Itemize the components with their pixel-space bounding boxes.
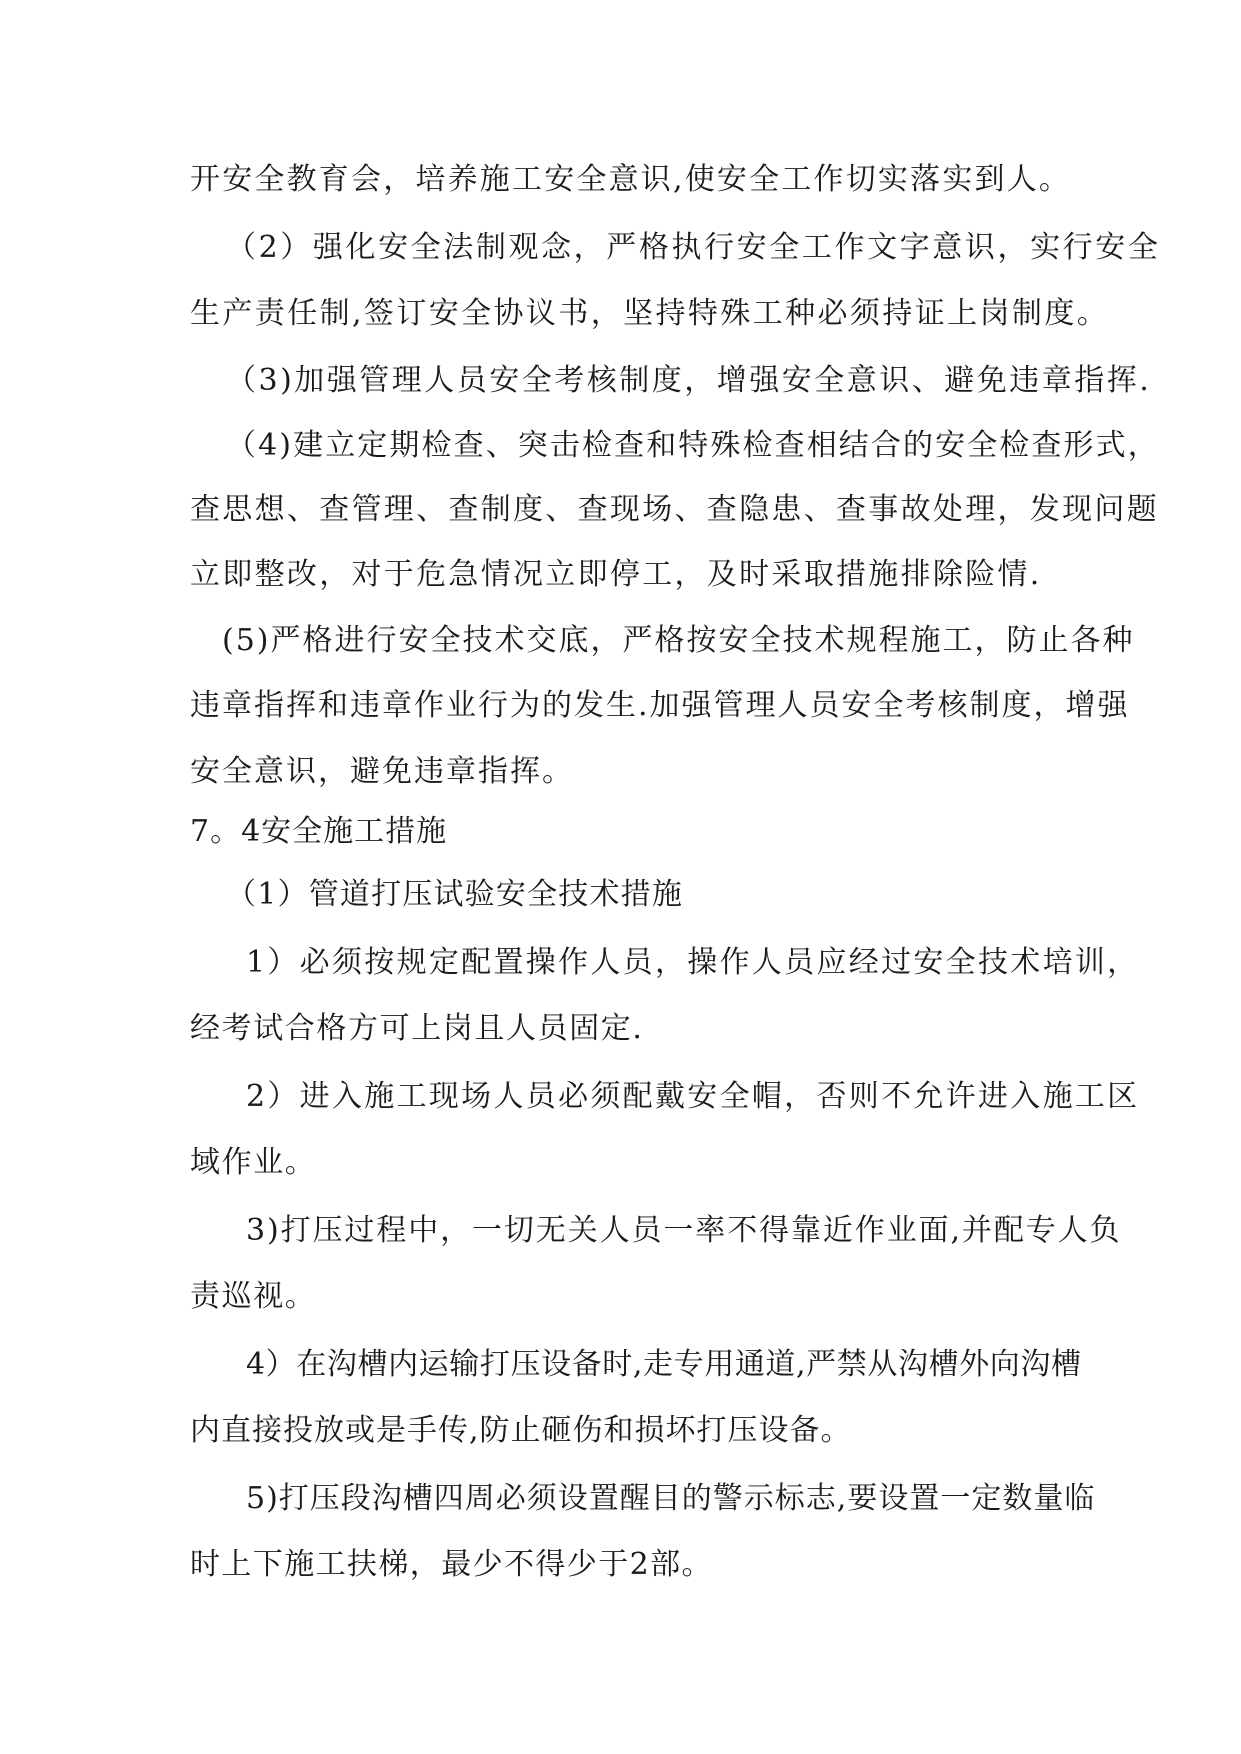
- paragraph-line: 2）进入施工现场人员必须配戴安全帽，否则不允许进入施工区: [246, 1079, 1140, 1114]
- paragraph-line: 立即整改，对于危急情况立即停工，及时采取措施排除险情.: [190, 557, 1042, 592]
- paragraph-line: 4）在沟槽内运输打压设备时,走专用通道,严禁从沟槽外向沟槽: [246, 1347, 1082, 1382]
- paragraph-line: 生产责任制,签订安全协议书，坚持特殊工种必须持证上岗制度。: [190, 296, 1110, 331]
- paragraph-line: （2）强化安全法制观念，严格执行安全工作文字意识，实行安全: [226, 230, 1161, 265]
- paragraph-line: 经考试合格方可上岗且人员固定.: [190, 1011, 644, 1046]
- paragraph-line: (5)严格进行安全技术交底，严格按安全技术规程施工，防止各种: [222, 623, 1135, 658]
- paragraph-line: 内直接投放或是手传,防止砸伤和损坏打压设备。: [190, 1413, 852, 1448]
- paragraph-line: 违章指挥和违章作业行为的发生.加强管理人员安全考核制度，增强: [190, 688, 1130, 723]
- section-heading: 7。4安全施工措施: [190, 814, 448, 849]
- paragraph-line: （4)建立定期检查、突击检查和特殊检查相结合的安全检查形式，: [226, 428, 1160, 463]
- paragraph-line: 3)打压过程中，一切无关人员一率不得靠近作业面,并配专人负: [246, 1213, 1122, 1248]
- paragraph-line: 开安全教育会，培养施工安全意识,使安全工作切实落实到人。: [190, 162, 1072, 197]
- paragraph-line: 查思想、查管理、查制度、查现场、查隐患、查事故处理，发现问题: [190, 492, 1159, 527]
- subsection-heading: （1）管道打压试验安全技术措施: [226, 877, 684, 912]
- paragraph-line: 责巡视。: [190, 1279, 317, 1314]
- paragraph-line: 时上下施工扶梯，最少不得少于2部。: [190, 1547, 713, 1582]
- paragraph-line: （3)加强管理人员安全考核制度，增强安全意识、避免违章指挥.: [226, 363, 1152, 398]
- paragraph-line: 安全意识，避免违章指挥。: [190, 754, 574, 789]
- paragraph-line: 1）必须按规定配置操作人员，操作人员应经过安全技术培训，: [246, 945, 1140, 980]
- paragraph-line: 5)打压段沟槽四周必须设置醒目的警示标志,要设置一定数量临: [246, 1481, 1096, 1516]
- paragraph-line: 域作业。: [190, 1145, 317, 1180]
